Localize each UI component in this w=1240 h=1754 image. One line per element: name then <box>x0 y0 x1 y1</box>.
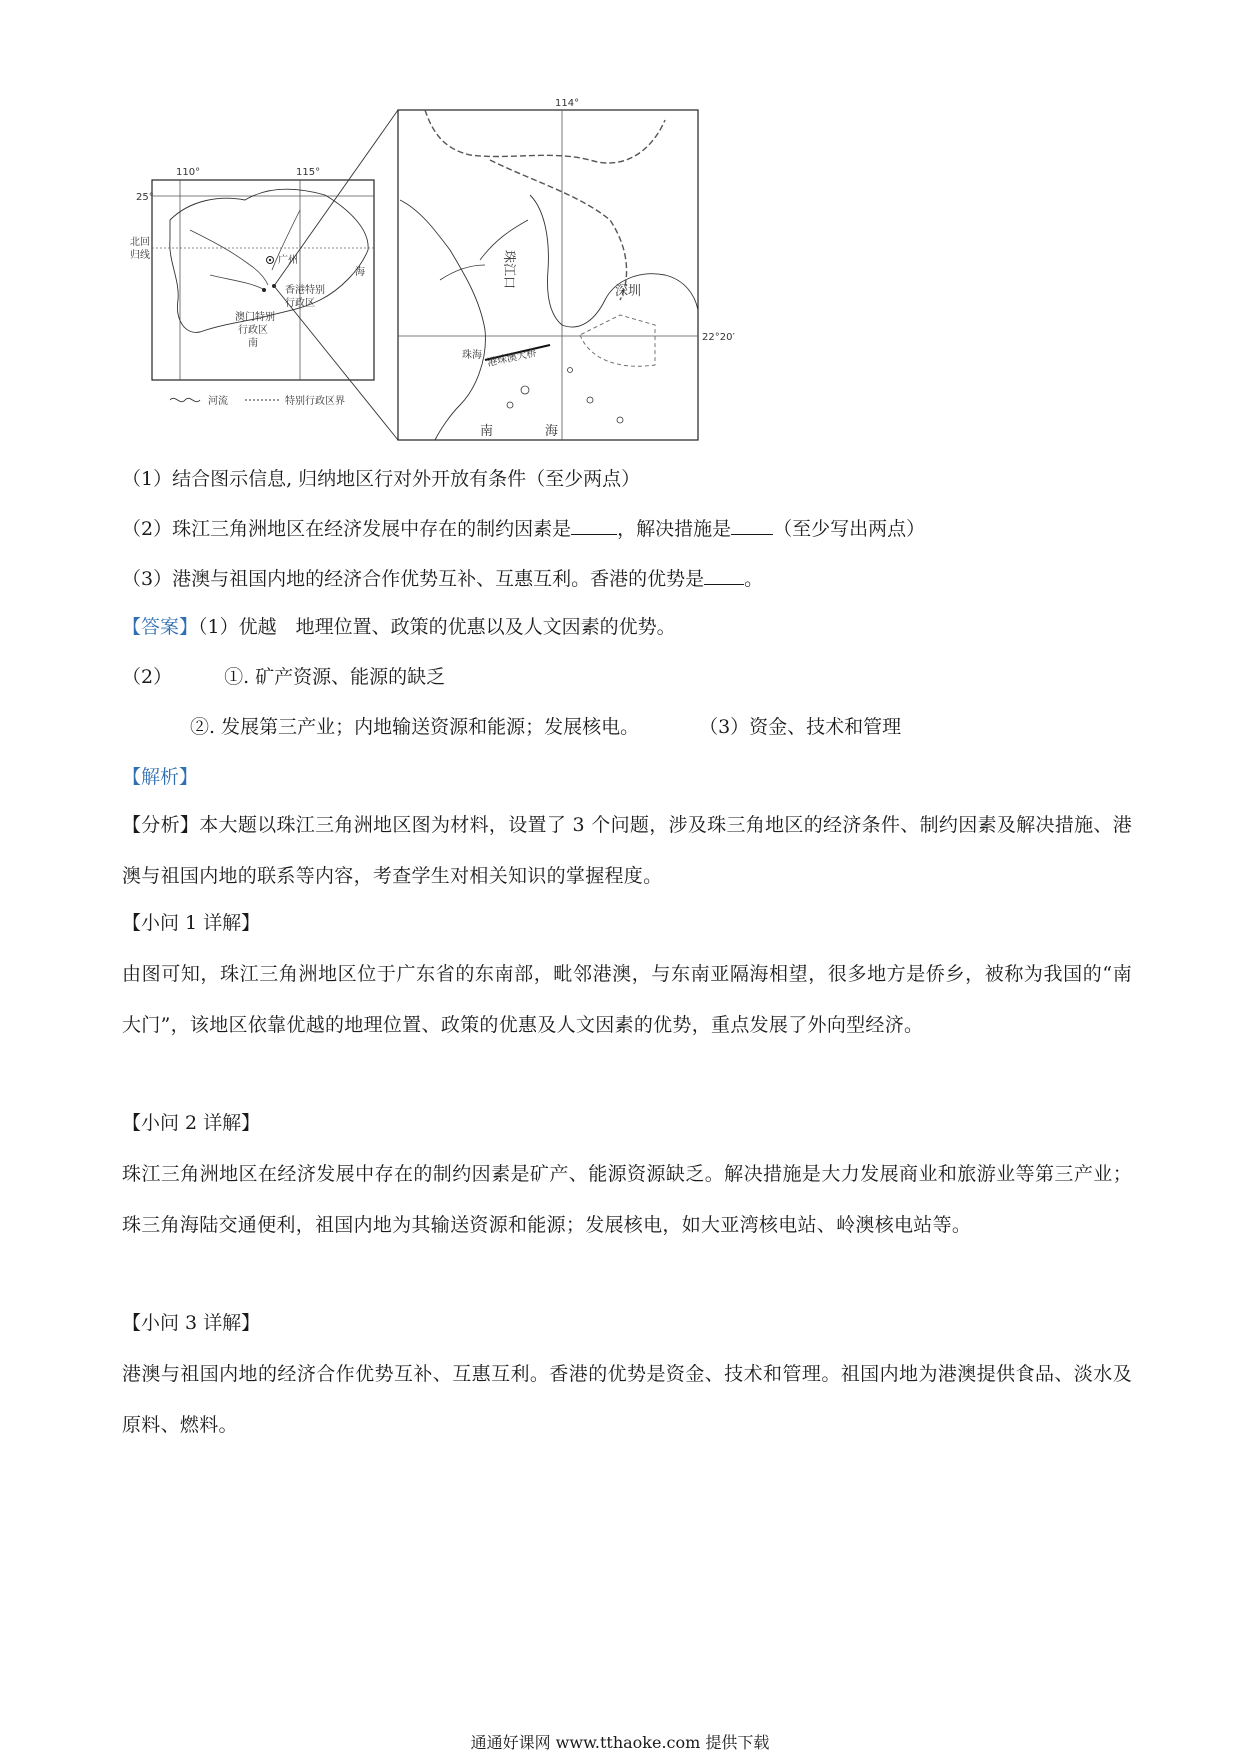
small-map-frame <box>152 180 374 380</box>
sub-question-1-detail: 由图可知，珠江三角洲地区位于广东省的东南部，毗邻港澳，与东南亚隔海相望，很多地方是侨乡，被称为我国的“南大门”，该地区依靠优越的地理位置、政策的优惠及人文因素的优势，重点发展了外向型经济。 <box>122 963 1132 1036</box>
label-lat-2220: 22°20′ <box>702 332 735 343</box>
label-macao-2: 行政区 <box>238 325 268 336</box>
answer-blank <box>731 516 773 535</box>
macao-marker <box>262 288 266 292</box>
pearl-river-delta-map <box>130 98 850 445</box>
hk-boundary <box>580 315 655 366</box>
large-map-boundary <box>425 110 665 300</box>
label-small-south: 南 <box>248 338 258 349</box>
question-2-part-c: （至少写出两点） <box>773 518 926 540</box>
island <box>507 402 513 408</box>
sub-question-2-detail: 珠江三角洲地区在经济发展中存在的制约因素是矿产、能源资源缺乏。解决措施是大力发展商业和旅游业等第三产业；珠三角海陆交通便利，祖国内地为其输送资源和能源；发展核电，如大亚湾核电站、岭澳核电站等。 <box>122 1163 1132 1236</box>
answer-3: （3）资金、技术和管理 <box>699 716 902 738</box>
sub-question-3-detail: 港澳与祖国内地的经济合作优势互补、互惠互利。香港的优势是资金、技术和管理。祖国内地为港澳提供食品、淡水及原料、燃料。 <box>122 1363 1132 1436</box>
label-pearl-mouth: 珠江口 <box>501 250 516 290</box>
label-macao-1: 澳门特别 <box>235 312 275 323</box>
label-lon-110: 110° <box>176 167 201 178</box>
label-lat-25: 25° <box>136 192 154 203</box>
label-guangzhou: 广州 <box>278 255 298 266</box>
guangzhou-marker-dot <box>269 259 271 261</box>
analysis-label: 【解析】 <box>122 766 199 788</box>
label-zhuhai: 珠海 <box>462 350 482 361</box>
question-3-part-a: （3）港澳与祖国内地的经济合作优势互补、互惠互利。香港的优势是 <box>122 568 705 590</box>
label-large-south: 南 <box>480 424 494 439</box>
legend-river-symbol <box>170 398 200 401</box>
island <box>568 368 573 373</box>
small-map-river <box>190 230 268 285</box>
label-shenzhen: 深圳 <box>615 284 642 299</box>
sub-question-2-heading: 【小问 2 详解】 <box>122 1112 261 1134</box>
answer-label: 【答案】 <box>122 616 199 638</box>
question-2-part-b: ，解决措施是 <box>617 518 732 540</box>
answer-1: （1）优越 地理位置、政策的优惠以及人文因素的优势。 <box>198 616 676 638</box>
island <box>617 417 623 423</box>
label-tropic-2: 归线 <box>130 250 150 261</box>
question-3 <box>122 566 1132 592</box>
label-hk-2: 行政区 <box>285 298 315 309</box>
small-map-river <box>210 275 265 290</box>
sub-question-1-heading: 【小问 1 详解】 <box>122 912 261 934</box>
answer-blank <box>704 566 744 585</box>
map-svg <box>130 98 850 445</box>
answer-blank <box>571 516 617 535</box>
label-small-sea: 海 <box>355 267 365 278</box>
answer-line-1 <box>122 614 1132 640</box>
label-hk-1: 香港特别 <box>285 285 325 296</box>
east-coastline <box>530 195 698 327</box>
label-lon-114: 114° <box>555 98 580 109</box>
label-large-sea: 海 <box>545 424 559 439</box>
answer-2-item-2: ②. 发展第三产业；内地输送资源和能源；发展核电。 <box>190 716 640 738</box>
sub-question-3-heading: 【小问 3 详解】 <box>122 1312 261 1334</box>
label-bridge: 港珠澳大桥 <box>486 347 538 369</box>
label-lon-115: 115° <box>296 167 321 178</box>
answer-2-item-1: ①. 矿产资源、能源的缺乏 <box>224 666 446 688</box>
label-tropic-1: 北回 <box>130 237 150 248</box>
guangdong-outline <box>170 189 368 332</box>
island <box>587 397 593 403</box>
analysis-summary: 【分析】本大题以珠江三角洲地区图为材料，设置了 3 个问题，涉及珠三角地区的经济条件、制约因素及解决措施、港澳与祖国内地的联系等内容，考查学生对相关知识的掌握程度。 <box>122 814 1132 887</box>
west-coastline <box>400 200 485 440</box>
answer-line-3 <box>190 714 1200 740</box>
question-3-part-b: 。 <box>744 568 764 590</box>
page-footer: 通通好课网 www.tthaoke.com 提供下载 <box>470 1733 770 1752</box>
label-legend-boundary: 特别行政区界 <box>285 396 345 407</box>
island <box>521 386 529 394</box>
question-1: （1）结合图示信息, 归纳地区行对外开放有条件（至少两点） <box>122 468 641 490</box>
zoom-connector-top <box>274 110 398 286</box>
question-2-part-a: （2）珠江三角洲地区在经济发展中存在的制约因素是 <box>122 518 572 540</box>
question-2 <box>122 516 1132 542</box>
answer-line-2 <box>122 664 1132 690</box>
answer-2-label: （2） <box>122 666 173 688</box>
zoom-connector-bottom <box>274 286 398 440</box>
label-legend-river: 河流 <box>208 396 228 407</box>
